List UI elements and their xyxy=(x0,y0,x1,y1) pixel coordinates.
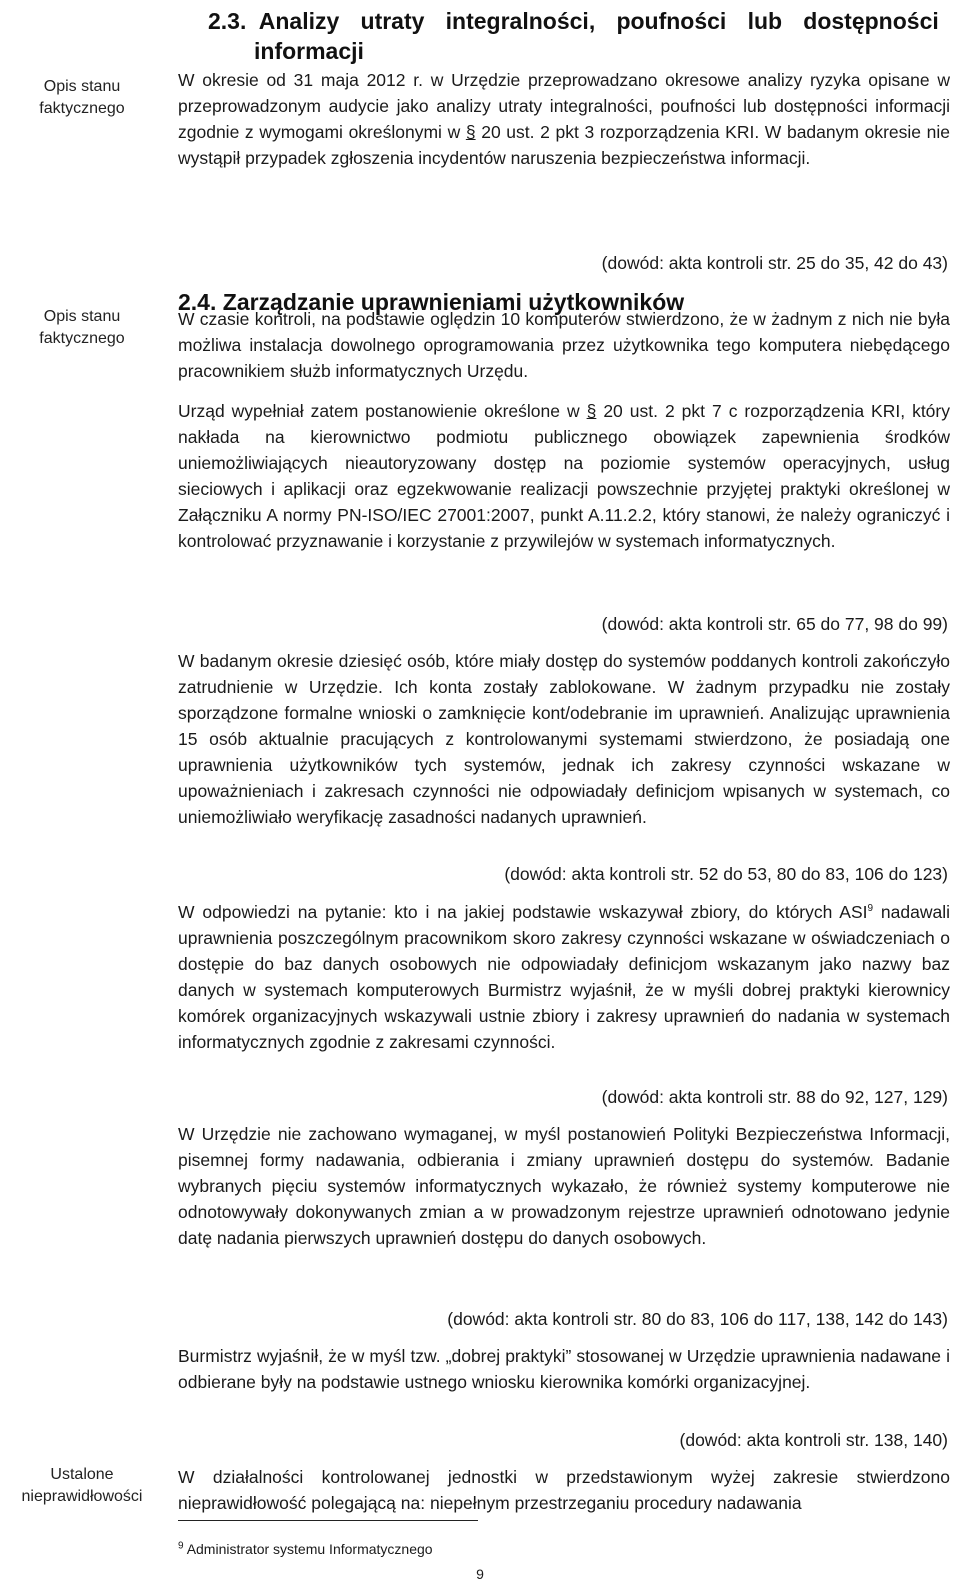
page-number: 9 xyxy=(476,1566,484,1582)
section-sign: § xyxy=(465,122,476,142)
section-title-line-2: informacji xyxy=(254,38,364,64)
paragraph-1-text-b: 20 ust. 2 pkt 3 rozporządzenia KRI. W badanym okresie nie wystąpił przypadek zgłoszenia incydentów naruszenia bezpieczeństwa informacji. xyxy=(178,122,950,168)
paragraph-7: Burmistrz wyjaśnił, że w myśl tzw. „dobrej praktyki” stosowanej w Urzędzie uprawnienia nadawane i odbierane były na podstawie ustnego wniosku kierownika komórki organizacyjnej. xyxy=(178,1346,950,1392)
margin-note-facts-2: Opis stanu faktycznego xyxy=(39,308,125,347)
section-title: Zarządzanie uprawnieniami użytkowników xyxy=(222,289,685,315)
footnote xyxy=(178,1540,433,1558)
section-number: 2.3. xyxy=(208,8,247,34)
paragraph-3 xyxy=(178,398,950,554)
section-heading-2-3 xyxy=(208,6,948,66)
paragraph-8: W działalności kontrolowanej jednostki w przedstawionym wyżej zakresie stwierdzono nieprawidłowość polegającą na: niepełnym przestrzeganiu procedury nadawania xyxy=(178,1467,950,1513)
footnote-number: 9 xyxy=(178,1540,184,1552)
evidence-note-2: (dowód: akta kontroli str. 65 do 77, 98 do 99) xyxy=(601,614,948,634)
paragraph-1-text-a: W okresie od 31 maja 2012 r. w Urzędzie przeprowadzano okresowe analizy ryzyka opisane w przeprowadzonym audycie jako analizy utraty integralności, poufności lub dostępności informacji zgodnie z wymogami określonymi w xyxy=(178,70,950,142)
paragraph-2: W czasie kontroli, na podstawie oględzin 10 komputerów stwierdzono, że w żadnym z nich nie była możliwa instalacja dowolnego oprogramowania przez użytkownika tego komputera niebędącego pracownikiem służb informatycznych Urzędu. xyxy=(178,309,950,381)
section-sign: § xyxy=(586,401,597,421)
margin-note-facts-1: Opis stanu faktycznego xyxy=(39,78,125,117)
paragraph-4: W badanym okresie dziesięć osób, które miały dostęp do systemów poddanych kontroli zakończyło zatrudnienie w Urzędzie. Ich konta zostały zablokowane. W żadnym przypadku nie zostały sporządzone formalne wnioski o zamknięcie kont/odebranie im uprawnień. Analizując uprawnienia 15 osób aktualnie pracujących z kontrolowanymi systemami stwierdzono, że posiadają one uprawnienia użytkowników tych systemów, jednak ich zakresy czynności wskazane w upoważnieniach i zakresach czynności nie odpowiadały definicjom wpisanych w systemach, co uniemożliwiało weryfikację zasadności nadanych uprawnień. xyxy=(178,651,950,827)
paragraph-6: W Urzędzie nie zachowano wymaganej, w myśl postanowień Polityki Bezpieczeństwa Informacji, pisemnej formy nadawania, odbierania i zmiany uprawnień dostępu do systemów. Badanie wybranych pięciu systemów informatycznych wykazało, że również systemy komputerowe nie odnotowywały dokonywanych zmian a w prowadzonym rejestrze uprawnień odnotowano jedynie datę nadania pierwszych uprawnień dostępu do danych osobowych. xyxy=(178,1124,950,1248)
evidence-note-5: (dowód: akta kontroli str. 80 do 83, 106 do 117, 138, 142 do 143) xyxy=(447,1309,948,1329)
paragraph-5 xyxy=(178,899,950,1055)
evidence-note-1: (dowód: akta kontroli str. 25 do 35, 42 do 43) xyxy=(601,253,948,273)
section-title-line-1: Analizy utraty integralności, poufności lub dostępności xyxy=(258,8,939,34)
margin-note-irregularities: Ustalone nieprawidłowości xyxy=(21,1466,143,1505)
paragraph-1 xyxy=(178,67,950,171)
paragraph-5-text-b: nadawali uprawnienia poszczególnym pracownikom skoro zakresy czynności wskazane w oświadczeniach o dostępie do baz danych osobowych nie odpowiadały definicjom wskazanym jako nazwy baz danych w systemach komputerowych Burmistrz wyjaśnił, że w myśli dobrej praktyki kierownicy komórek organizacyjnych wskazywali ustnie zbiory i zakresy uprawnień do nadania w systemach informatycznych zgodnie z zakresami czynności. xyxy=(178,902,950,1052)
footnote-text: Administrator systemu Informatycznego xyxy=(186,1541,433,1557)
footnote-reference: 9 xyxy=(867,903,874,915)
paragraph-3-text-b: 20 ust. 2 pkt 7 c rozporządzenia KRI, który nakłada na kierownictwo podmiotu publicznego obowiązek zapewnienia środków uniemożliwiających nieautoryzowany dostęp na poziomie systemów operacyjnych, usług sieciowych i aplikacji oraz egzekwowanie realizacji powszechnie przyjętej praktyki określonej w Załączniku A normy PN-ISO/IEC 27001:2007, punkt A.11.2.2, który stanowi, że należy ograniczyć i kontrolować przyznawanie i korzystanie z przywilejów w systemach informatycznych. xyxy=(178,401,950,551)
evidence-note-4: (dowód: akta kontroli str. 88 do 92, 127, 129) xyxy=(601,1087,948,1107)
evidence-note-6: (dowód: akta kontroli str. 138, 140) xyxy=(679,1430,948,1450)
section-number: 2.4. xyxy=(178,289,217,315)
evidence-note-3: (dowód: akta kontroli str. 52 do 53, 80 do 83, 106 do 123) xyxy=(504,864,948,884)
paragraph-5-text-a: W odpowiedzi na pytanie: kto i na jakiej podstawie wskazywał zbiory, do których ASI xyxy=(178,902,868,922)
paragraph-3-text-a: Urząd wypełniał zatem postanowienie określone w xyxy=(178,401,587,421)
footnote-divider xyxy=(178,1520,478,1521)
